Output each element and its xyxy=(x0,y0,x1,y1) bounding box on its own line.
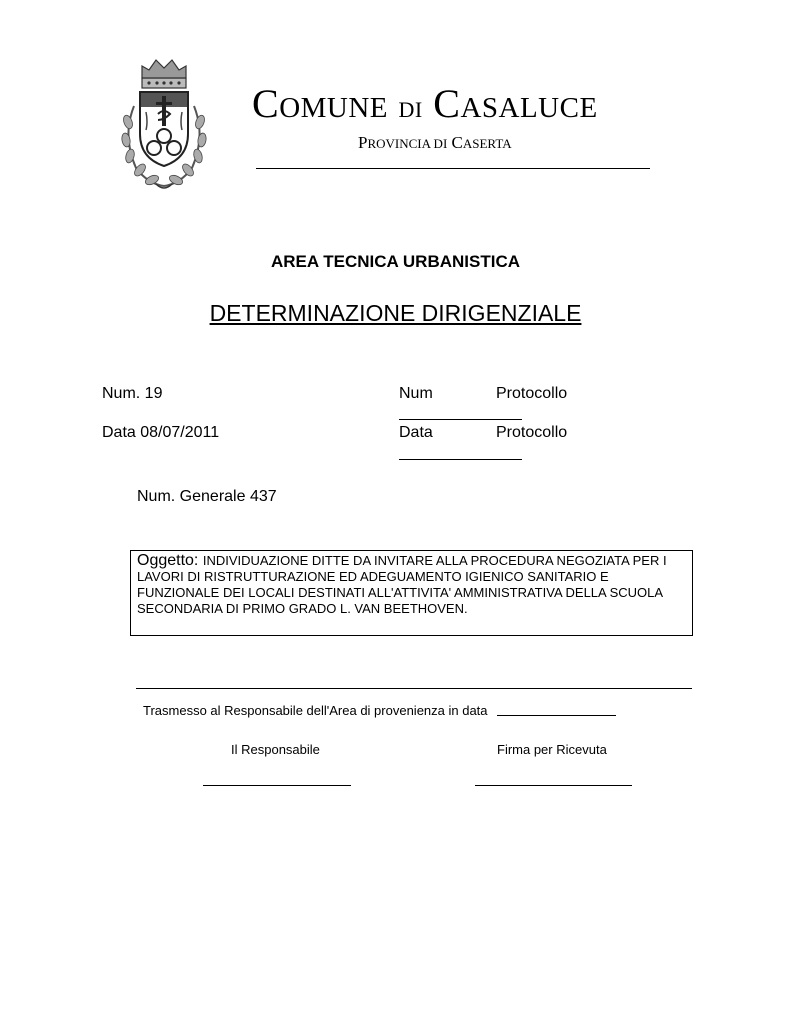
province-subtitle: PROVINCIA DI CASERTA xyxy=(358,133,512,152)
municipality-title: COMUNE DI CASALUCE xyxy=(252,81,598,126)
trasmesso-line xyxy=(143,704,488,717)
num-field: Num. 19 xyxy=(102,385,163,402)
protocollo-label-1: Protocollo xyxy=(496,385,568,402)
header-divider xyxy=(256,168,650,169)
document-type-heading: DETERMINAZIONE DIRIGENZIALE xyxy=(209,300,582,326)
section-divider xyxy=(136,688,692,689)
oggetto-box xyxy=(130,550,693,636)
firma-label: Firma per Ricevuta xyxy=(497,742,607,757)
num-protocollo-blank xyxy=(399,419,522,420)
data-field: Data 08/07/2011 xyxy=(102,424,220,441)
area-heading: AREA TECNICA URBANISTICA xyxy=(270,252,520,271)
protocollo-label-2: Protocollo xyxy=(496,424,568,441)
oggetto-label: Oggetto: xyxy=(137,552,199,569)
data-protocollo-label: Data xyxy=(399,424,433,441)
oggetto-text: INDIVIDUAZIONE DITTE DA INVITARE ALLA PROCEDURA NEGOZIATA PER I LAVORI DI RISTRUTTURAZIONE ED ADEGUAMENTO IGIENICO SANITARIO E FUNZIONALE DEI LOCALI DESTINATI ALL'ATTIVITA' AMMINISTRATIVA DELLA SCUOLA SECONDARIA DI PRIMO GRADO L. VAN BEETHOVEN. xyxy=(137,553,667,616)
num-protocollo-label: Num xyxy=(399,385,433,402)
responsabile-signature-blank xyxy=(203,785,351,786)
num-generale-field: Num. Generale 437 xyxy=(137,488,277,505)
municipal-crest-icon xyxy=(112,56,216,194)
trasmesso-text: Trasmesso al Responsabile dell'Area di provenienza in data xyxy=(143,703,488,718)
data-protocollo-blank xyxy=(399,459,522,460)
trasmesso-date-blank xyxy=(497,715,616,716)
firma-signature-blank xyxy=(475,785,632,786)
responsabile-label: Il Responsabile xyxy=(231,742,320,757)
